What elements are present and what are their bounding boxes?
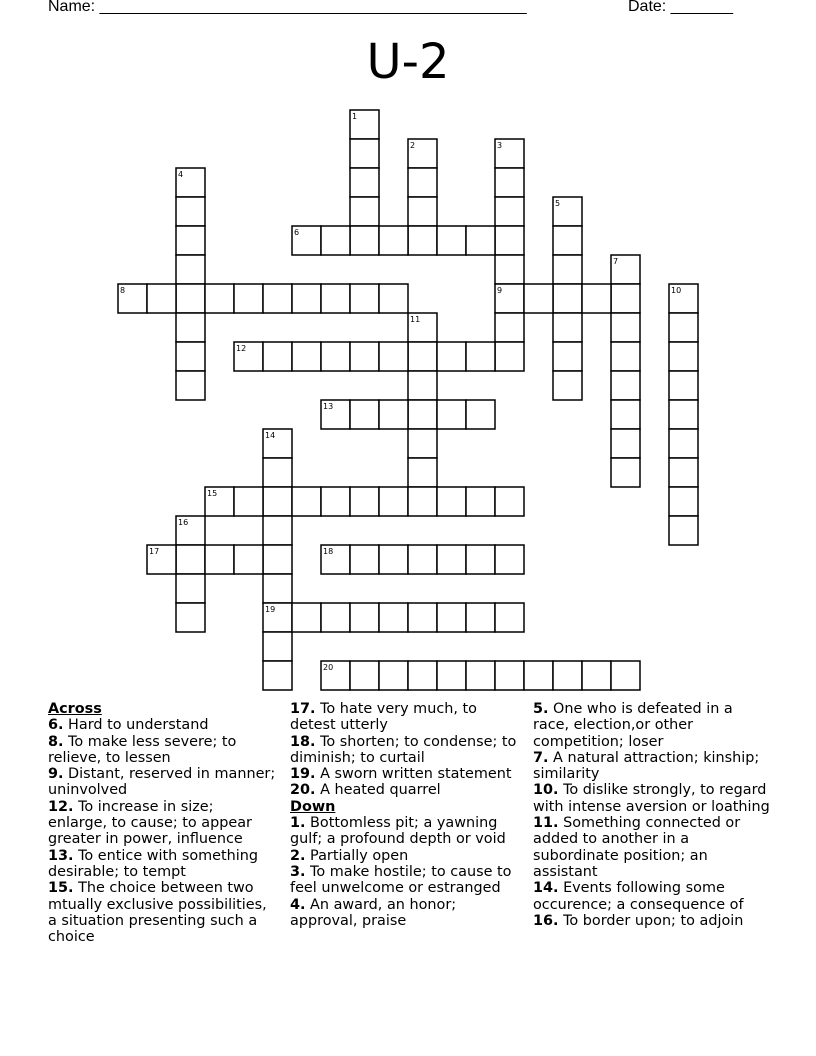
- grid-cell[interactable]: [582, 284, 611, 313]
- grid-cell[interactable]: [611, 284, 640, 313]
- grid-cell[interactable]: [669, 400, 698, 429]
- cell-number: 6: [294, 228, 300, 237]
- clue-number: 9.: [48, 766, 64, 783]
- across-heading: Across: [48, 701, 102, 717]
- grid-cell[interactable]: [321, 342, 350, 371]
- clue-number: 15.: [48, 880, 74, 897]
- grid-cell[interactable]: [408, 458, 437, 487]
- cell-number: 1: [352, 112, 358, 121]
- grid-cell[interactable]: [582, 661, 611, 690]
- across-clue: [290, 782, 526, 798]
- grid-cell[interactable]: [611, 400, 640, 429]
- grid-cell[interactable]: [553, 661, 582, 690]
- grid-cell[interactable]: [205, 545, 234, 574]
- down-clue: [290, 864, 526, 897]
- clue-text: A heated quarrel: [315, 782, 441, 799]
- grid-cell[interactable]: [263, 516, 292, 545]
- grid-cell[interactable]: [611, 429, 640, 458]
- grid-cell[interactable]: [292, 342, 321, 371]
- cell-number: 5: [555, 199, 561, 208]
- grid-cell[interactable]: [495, 661, 524, 690]
- grid-cell[interactable]: [408, 661, 437, 690]
- cell-number: 13: [323, 402, 334, 411]
- clue-number: 14.: [533, 880, 559, 897]
- grid-cell[interactable]: [669, 371, 698, 400]
- grid-cell[interactable]: [263, 458, 292, 487]
- clues-column-3: [533, 701, 773, 929]
- clue-number: 11.: [533, 815, 559, 832]
- grid-cell[interactable]: [611, 661, 640, 690]
- grid-cell[interactable]: [495, 545, 524, 574]
- clue-number: 10.: [533, 782, 559, 799]
- grid-cell[interactable]: [611, 342, 640, 371]
- clue-number: 1.: [290, 815, 306, 832]
- cell-number: 16: [178, 518, 189, 527]
- clues-column-1: [48, 701, 276, 945]
- clue-text: Distant, reserved in manner; uninvolved: [48, 766, 276, 799]
- grid-cell[interactable]: [437, 487, 466, 516]
- grid-cell[interactable]: [176, 574, 205, 603]
- clues-column-2: [290, 701, 526, 929]
- grid-cell[interactable]: [437, 226, 466, 255]
- grid-cell[interactable]: [379, 661, 408, 690]
- grid-cell[interactable]: [176, 342, 205, 371]
- across-clue: [48, 848, 276, 881]
- cell-number: 19: [265, 605, 276, 614]
- grid-cell[interactable]: [669, 458, 698, 487]
- clue-number: 20.: [290, 782, 316, 799]
- date-field-label: Date: _______: [628, 0, 733, 15]
- grid-cell[interactable]: [350, 226, 379, 255]
- grid-cell[interactable]: [524, 661, 553, 690]
- grid-cell[interactable]: [263, 661, 292, 690]
- clue-text: An award, an honor; approval, praise: [290, 896, 457, 929]
- grid-cell[interactable]: [379, 342, 408, 371]
- across-clue: [48, 799, 276, 848]
- clue-number: 2.: [290, 847, 306, 864]
- grid-cell[interactable]: [176, 284, 205, 313]
- grid-cell[interactable]: [466, 342, 495, 371]
- down-heading: Down: [290, 798, 336, 815]
- grid-cell[interactable]: [350, 197, 379, 226]
- cell-number: 18: [323, 547, 334, 556]
- clue-text: Something connected or added to another in a subordinate position; an assistant: [533, 815, 741, 880]
- clue-number: 17.: [290, 701, 316, 717]
- grid-cell[interactable]: [466, 603, 495, 632]
- grid-cell[interactable]: [147, 284, 176, 313]
- grid-cell[interactable]: [292, 603, 321, 632]
- grid-cell[interactable]: [437, 545, 466, 574]
- clue-text: Hard to understand: [63, 717, 209, 734]
- down-clue: [290, 848, 526, 864]
- across-clue: [290, 701, 526, 734]
- clue-number: 13.: [48, 847, 74, 864]
- clue-text: A sworn written statement: [315, 766, 512, 783]
- grid-cell[interactable]: [408, 429, 437, 458]
- grid-cell[interactable]: [350, 487, 379, 516]
- grid-cell[interactable]: [466, 226, 495, 255]
- grid-cell[interactable]: [321, 284, 350, 313]
- grid-cell[interactable]: [379, 603, 408, 632]
- grid-cell[interactable]: [234, 284, 263, 313]
- across-clue: [290, 766, 526, 782]
- grid-cell[interactable]: [553, 313, 582, 342]
- grid-cell[interactable]: [466, 545, 495, 574]
- grid-cell[interactable]: [524, 284, 553, 313]
- clue-text: To make hostile; to cause to feel unwelcome or estranged: [290, 863, 512, 897]
- grid-cell[interactable]: [176, 197, 205, 226]
- grid-cell[interactable]: [408, 371, 437, 400]
- cell-number: 2: [410, 141, 416, 150]
- clue-text: One who is defeated in a race, election,or other competition; loser: [533, 701, 733, 750]
- grid-cell[interactable]: [669, 313, 698, 342]
- down-clue: [533, 913, 773, 929]
- grid-cell[interactable]: [495, 226, 524, 255]
- grid-cell[interactable]: [263, 632, 292, 661]
- clue-number: 8.: [48, 733, 64, 750]
- clue-text: Bottomless pit; a yawning gulf; a profound depth or void: [290, 815, 506, 848]
- clue-text: To increase in size; enlarge, to cause; to appear greater in power, influence: [48, 798, 252, 848]
- grid-cell[interactable]: [263, 487, 292, 516]
- grid-cell[interactable]: [553, 371, 582, 400]
- grid-cell[interactable]: [379, 400, 408, 429]
- across-clue: [48, 880, 276, 945]
- down-clue: [290, 815, 526, 848]
- grid-cell[interactable]: [379, 284, 408, 313]
- grid-cell[interactable]: [611, 458, 640, 487]
- grid-cell[interactable]: [437, 661, 466, 690]
- down-clue: [290, 897, 526, 930]
- grid-cell[interactable]: [205, 284, 234, 313]
- name-field-label: Name: ________________________________________________: [48, 0, 527, 15]
- grid-cell[interactable]: [176, 545, 205, 574]
- grid-cell[interactable]: [553, 284, 582, 313]
- grid-cell[interactable]: [408, 603, 437, 632]
- clue-text: Partially open: [305, 847, 409, 864]
- across-clue: [48, 717, 276, 733]
- clue-number: 16.: [533, 912, 559, 929]
- cell-number: 3: [497, 141, 503, 150]
- clue-number: 3.: [290, 863, 306, 880]
- grid-cell[interactable]: [292, 284, 321, 313]
- grid-cell[interactable]: [669, 516, 698, 545]
- grid-cell[interactable]: [408, 545, 437, 574]
- grid-cell[interactable]: [350, 284, 379, 313]
- cell-number: 7: [613, 257, 619, 266]
- grid-cell[interactable]: [495, 603, 524, 632]
- grid-cell[interactable]: [176, 313, 205, 342]
- cell-number: 9: [497, 286, 503, 295]
- grid-cell[interactable]: [321, 603, 350, 632]
- cell-number: 11: [410, 315, 421, 324]
- clue-text: A natural attraction; kinship; similarity: [533, 749, 760, 783]
- grid-cell[interactable]: [263, 574, 292, 603]
- clue-number: 6.: [48, 717, 64, 734]
- across-clue: [48, 734, 276, 767]
- down-clue: [533, 701, 773, 750]
- grid-cell[interactable]: [611, 371, 640, 400]
- grid-cell[interactable]: [350, 545, 379, 574]
- grid-cell[interactable]: [408, 342, 437, 371]
- grid-cell[interactable]: [176, 371, 205, 400]
- grid-cell[interactable]: [408, 197, 437, 226]
- clue-text: To make less severe; to relieve, to lessen: [48, 733, 237, 766]
- clue-text: The choice between two mtually exclusive possibilities, a situation presenting such a choice: [48, 880, 267, 946]
- grid-cell[interactable]: [495, 255, 524, 284]
- clue-text: To hate very much, to detest utterly: [290, 701, 477, 734]
- grid-cell[interactable]: [553, 226, 582, 255]
- clue-number: 12.: [48, 798, 74, 815]
- grid-cell[interactable]: [350, 168, 379, 197]
- grid-cell[interactable]: [437, 400, 466, 429]
- clue-number: 19.: [290, 766, 316, 783]
- clue-text: Events following some occurence; a consequence of: [533, 880, 744, 913]
- grid-cell[interactable]: [495, 168, 524, 197]
- grid-cell[interactable]: [292, 487, 321, 516]
- grid-cell[interactable]: [408, 487, 437, 516]
- across-clue: [290, 734, 526, 767]
- grid-cell[interactable]: [408, 400, 437, 429]
- cell-number: 14: [265, 431, 276, 440]
- clue-number: 18.: [290, 733, 316, 750]
- grid-cell[interactable]: [176, 255, 205, 284]
- grid-cell[interactable]: [321, 487, 350, 516]
- clue-number: 4.: [290, 896, 306, 913]
- down-clue: [533, 880, 773, 913]
- grid-cell[interactable]: [263, 342, 292, 371]
- grid-cell[interactable]: [350, 661, 379, 690]
- cell-number: 10: [671, 286, 682, 295]
- across-clue: [48, 766, 276, 799]
- down-clue: [533, 815, 773, 880]
- grid-cell[interactable]: [669, 487, 698, 516]
- clue-number: 7.: [533, 749, 549, 766]
- puzzle-title: U-2: [366, 34, 450, 90]
- grid-cell[interactable]: [466, 661, 495, 690]
- down-clue: [533, 782, 773, 815]
- cell-number: 12: [236, 344, 247, 353]
- cell-number: 15: [207, 489, 218, 498]
- grid-cell[interactable]: [553, 255, 582, 284]
- grid-cell[interactable]: [408, 168, 437, 197]
- grid-cell[interactable]: [466, 487, 495, 516]
- grid-cell[interactable]: [263, 284, 292, 313]
- clue-text: To border upon; to adjoin: [558, 912, 744, 929]
- grid-cell[interactable]: [669, 429, 698, 458]
- clue-number: 5.: [533, 701, 549, 717]
- grid-cell[interactable]: [379, 545, 408, 574]
- grid-cell[interactable]: [350, 603, 379, 632]
- grid-cell[interactable]: [437, 603, 466, 632]
- grid-cell[interactable]: [379, 226, 408, 255]
- grid-cell[interactable]: [495, 313, 524, 342]
- grid-cell[interactable]: [437, 342, 466, 371]
- grid-cell[interactable]: [408, 226, 437, 255]
- grid-cell[interactable]: [350, 139, 379, 168]
- grid-cell[interactable]: [669, 342, 698, 371]
- cell-number: 8: [120, 286, 126, 295]
- grid-cell[interactable]: [495, 487, 524, 516]
- grid-cell[interactable]: [176, 226, 205, 255]
- grid-cell[interactable]: [611, 313, 640, 342]
- cell-number: 17: [149, 547, 160, 556]
- grid-cell[interactable]: [495, 197, 524, 226]
- down-clue: [533, 750, 773, 783]
- cell-number: 20: [323, 663, 334, 672]
- grid-cell[interactable]: [350, 400, 379, 429]
- grid-cell[interactable]: [176, 603, 205, 632]
- clue-text: To dislike strongly, to regard with intense aversion or loathing: [533, 782, 770, 815]
- grid-cell[interactable]: [350, 342, 379, 371]
- grid-cell[interactable]: [234, 545, 263, 574]
- grid-cell[interactable]: [263, 545, 292, 574]
- grid-cell[interactable]: [321, 226, 350, 255]
- grid-cell[interactable]: [495, 342, 524, 371]
- grid-cell[interactable]: [466, 400, 495, 429]
- grid-cell[interactable]: [234, 487, 263, 516]
- grid-cell[interactable]: [379, 487, 408, 516]
- clue-text: To entice with something desirable; to tempt: [48, 847, 259, 880]
- grid-cell[interactable]: [553, 342, 582, 371]
- cell-number: 4: [178, 170, 184, 179]
- clue-text: To shorten; to condense; to diminish; to curtail: [290, 733, 517, 766]
